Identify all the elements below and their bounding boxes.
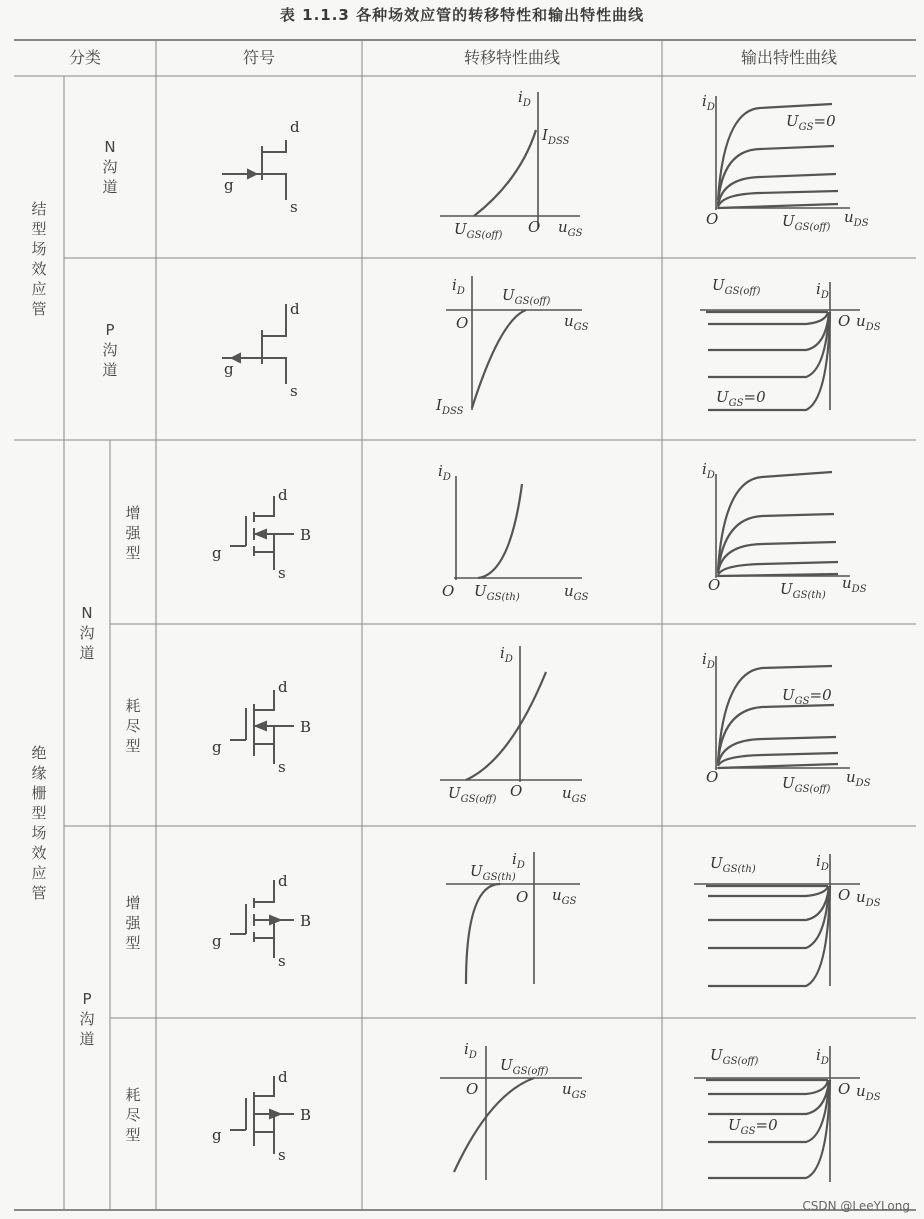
label-idss: $I_{DSS}$ bbox=[542, 126, 570, 147]
label-ugsoff-out: $U_{GS(off)}$ bbox=[782, 212, 831, 233]
svg-text:O: O bbox=[510, 782, 523, 800]
header-output: 输出特性曲线 bbox=[740, 48, 838, 67]
svg-text:iD: $i_D$ bbox=[816, 852, 829, 873]
symbol-mos-n-enh bbox=[230, 496, 294, 570]
svg-text:UGS(off): $U_{GS(off)}$ bbox=[500, 1056, 549, 1077]
svg-text:UGS=0: $U_{GS}=0$ bbox=[782, 686, 832, 707]
svg-text:iD: $i_D$ bbox=[816, 1046, 829, 1067]
svg-text:UGS(th): $U_{GS(th)}$ bbox=[780, 580, 826, 601]
output-mos-n-dep bbox=[716, 656, 850, 770]
svg-text:uGS: $u_{GS}$ bbox=[564, 312, 589, 333]
output-mos-p-dep bbox=[694, 1046, 860, 1182]
svg-text:iD: $i_D$ bbox=[500, 644, 513, 665]
svg-text:uDS: $u_{DS}$ bbox=[842, 574, 867, 595]
category-p-enhancement: 增强型 bbox=[125, 894, 141, 952]
svg-text:O: O bbox=[456, 314, 469, 332]
header-transfer: 转移特性曲线 bbox=[463, 48, 561, 67]
category-mos-p: P 沟道 bbox=[79, 990, 95, 1048]
svg-text:B: B bbox=[300, 526, 312, 544]
svg-text:O: O bbox=[516, 888, 529, 906]
symbol-mos-p-enh bbox=[230, 880, 294, 958]
label-d: d bbox=[290, 118, 300, 136]
svg-text:d: d bbox=[278, 678, 288, 696]
svg-text:iD: $i_D$ bbox=[464, 1040, 477, 1061]
symbol-mos-p-dep bbox=[230, 1076, 294, 1154]
svg-text:iD: $i_D$ bbox=[438, 462, 451, 483]
svg-text:O: O bbox=[838, 312, 851, 330]
category-n-enhancement: 增强型 bbox=[125, 504, 141, 562]
svg-text:iD: $i_D$ bbox=[702, 460, 715, 481]
category-p-depletion: 耗尽型 bbox=[125, 1086, 141, 1144]
svg-text:s: s bbox=[278, 758, 286, 776]
label-ugs: $u_{GS}$ bbox=[558, 218, 583, 239]
svg-text:uGS: $u_{GS}$ bbox=[562, 784, 587, 805]
svg-text:uGS: $u_{GS}$ bbox=[552, 886, 577, 907]
svg-text:d: d bbox=[278, 872, 288, 890]
svg-text:iD: $i_D$ bbox=[702, 650, 715, 671]
output-mos-p-enh bbox=[694, 854, 860, 986]
category-n-depletion: 耗尽型 bbox=[125, 697, 141, 755]
svg-text:B: B bbox=[300, 912, 312, 930]
label-ugsoff: $U_{GS(off)}$ bbox=[454, 220, 503, 241]
category-mos-n: N 沟道 bbox=[79, 604, 95, 662]
svg-text:O: O bbox=[466, 1080, 479, 1098]
svg-text:iD: $i_D$ bbox=[452, 276, 465, 297]
label-s: s bbox=[290, 198, 298, 216]
svg-text:UGS(off): $U_{GS(off)}$ bbox=[502, 286, 551, 307]
transfer-mos-n-enh bbox=[454, 476, 582, 580]
svg-text:g: g bbox=[212, 932, 222, 950]
svg-text:g: g bbox=[212, 738, 222, 756]
label-id-out: $i_D$ bbox=[702, 92, 715, 113]
symbol-mos-n-dep bbox=[230, 690, 294, 764]
svg-text:uDS: $u_{DS}$ bbox=[856, 312, 881, 333]
svg-text:O: O bbox=[838, 886, 851, 904]
svg-text:UGS(th): $U_{GS(th)}$ bbox=[474, 582, 520, 603]
svg-text:O: O bbox=[838, 1080, 851, 1098]
output-mos-n-enh bbox=[716, 472, 850, 578]
svg-text:g: g bbox=[212, 1126, 222, 1144]
svg-text:O: O bbox=[706, 768, 719, 786]
svg-text:UGS=0: $U_{GS}=0$ bbox=[728, 1116, 778, 1137]
svg-text:UGS(off): $U_{GS(off)}$ bbox=[710, 1046, 759, 1067]
svg-text:B: B bbox=[300, 1106, 312, 1124]
label-g: g bbox=[224, 176, 234, 194]
svg-text:d: d bbox=[278, 1068, 288, 1086]
svg-text:uDS: $u_{DS}$ bbox=[856, 1082, 881, 1103]
svg-text:uGS: $u_{GS}$ bbox=[562, 1080, 587, 1101]
label-id: $i_D$ bbox=[518, 88, 531, 109]
svg-text:UGS(off): $U_{GS(off)}$ bbox=[448, 784, 497, 805]
label-o: O bbox=[528, 218, 541, 236]
transfer-mos-n-dep bbox=[440, 646, 582, 782]
svg-text:s: s bbox=[278, 1146, 286, 1164]
category-jfet: 结型场效应管 bbox=[31, 200, 47, 318]
svg-text:d: d bbox=[290, 300, 300, 318]
header-category: 分类 bbox=[68, 48, 102, 67]
svg-text:iD: $i_D$ bbox=[816, 280, 829, 301]
category-jfet-n: N 沟道 bbox=[102, 138, 118, 196]
header-symbol: 符号 bbox=[242, 48, 276, 67]
label-o-out: O bbox=[706, 210, 719, 228]
svg-text:uDS: $u_{DS}$ bbox=[846, 768, 871, 789]
svg-text:UGS(off): $U_{GS(off)}$ bbox=[782, 774, 831, 795]
svg-text:B: B bbox=[300, 718, 312, 736]
svg-text:uGS: $u_{GS}$ bbox=[564, 582, 589, 603]
svg-text:s: s bbox=[290, 382, 298, 400]
svg-text:UGS(th): $U_{GS(th)}$ bbox=[470, 862, 516, 883]
svg-text:UGS(off): $U_{GS(off)}$ bbox=[712, 276, 761, 297]
svg-text:s: s bbox=[278, 564, 286, 582]
svg-text:iD: $i_D$ bbox=[512, 850, 525, 871]
svg-text:IDSS: $I_{DSS}$ bbox=[436, 396, 464, 417]
table-title: 表 1.1.3 各种场效应管的转移特性和输出特性曲线 bbox=[279, 6, 645, 24]
watermark: CSDN @LeeYLong bbox=[802, 1199, 910, 1213]
svg-text:s: s bbox=[278, 952, 286, 970]
svg-text:UGS(th): $U_{GS(th)}$ bbox=[710, 854, 756, 875]
category-mosfet: 绝缘栅型场效应管 bbox=[31, 744, 47, 902]
svg-text:g: g bbox=[212, 544, 222, 562]
category-jfet-p: P 沟道 bbox=[102, 321, 118, 379]
svg-text:O: O bbox=[442, 582, 455, 600]
svg-text:uDS: $u_{DS}$ bbox=[856, 888, 881, 909]
svg-text:g: g bbox=[224, 360, 234, 378]
svg-text:UGS=0: $U_{GS}=0$ bbox=[716, 388, 766, 409]
label-uds: $u_{DS}$ bbox=[844, 208, 869, 229]
transfer-jfet-n bbox=[440, 92, 580, 228]
svg-text:O: O bbox=[708, 576, 721, 594]
svg-text:d: d bbox=[278, 486, 288, 504]
label-ugs0: $U_{GS}=0$ bbox=[786, 112, 836, 133]
